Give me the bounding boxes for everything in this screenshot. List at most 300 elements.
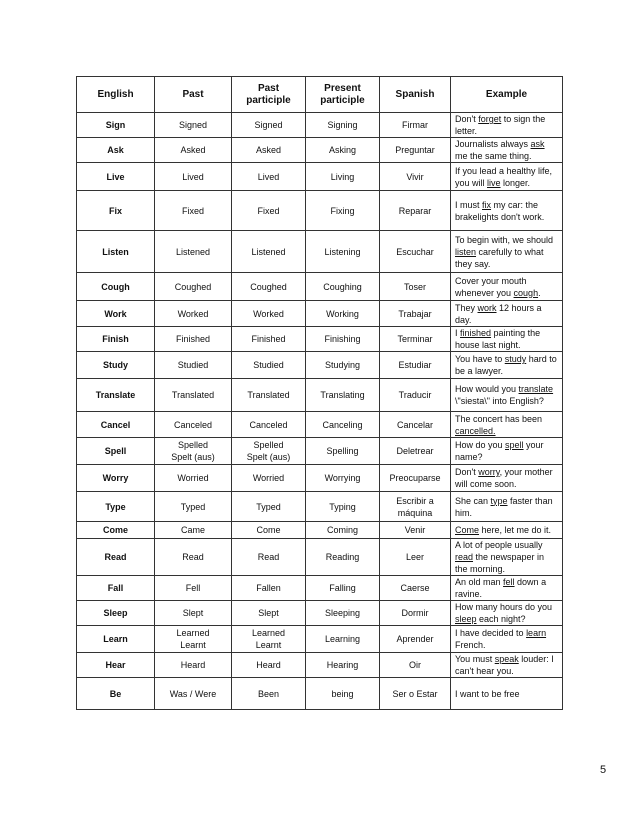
- example-text: to sign the letter.: [455, 114, 546, 136]
- example-highlight-word: forget: [478, 114, 502, 124]
- table-row: [77, 678, 563, 710]
- cell-past: [155, 678, 232, 710]
- cell-english: [77, 352, 155, 379]
- cell-english: [77, 191, 155, 231]
- header-present-participle: Present participle: [306, 77, 380, 113]
- example-text: the newspaper in the morning.: [455, 552, 545, 574]
- table-row: [77, 379, 563, 412]
- cell-example: [451, 352, 563, 379]
- cell-past-text: Came: [180, 525, 205, 535]
- cell-past: [155, 653, 232, 678]
- cell-spanish: [380, 231, 451, 273]
- example-highlight-word: fix: [482, 199, 492, 210]
- cell-spanish: [380, 191, 451, 231]
- cell-past-participle-text: Learnt: [255, 640, 282, 650]
- example-text: each night?: [476, 614, 526, 624]
- cell-present-participle: [306, 273, 380, 301]
- cell-present-participle-text: Studying: [324, 360, 361, 370]
- cell-english-text: Finish: [102, 334, 129, 344]
- header-example: Example: [451, 77, 563, 113]
- cell-past-participle: [232, 352, 306, 379]
- example-text: French.: [455, 640, 486, 650]
- example-highlight-word: learn: [526, 628, 547, 638]
- cell-past-participle-text: Lived: [257, 171, 280, 182]
- example-text: me the same thing.: [455, 151, 532, 161]
- cell-past-participle-text: Come: [256, 525, 281, 535]
- cell-english-text: Read: [104, 552, 127, 562]
- cell-past-text: Lived: [182, 171, 204, 182]
- cell-example: [451, 492, 563, 522]
- example-text: If you lead a healthy life, you will: [455, 165, 553, 188]
- example-text: How many hours do you: [455, 602, 553, 612]
- cell-past-text: Read: [182, 552, 204, 562]
- cell-spanish: [380, 352, 451, 379]
- table-row: [77, 653, 563, 678]
- cell-example: [451, 653, 563, 678]
- cell-present-participle-text: Fixing: [330, 205, 355, 216]
- example-text: To begin with, we should: [455, 234, 554, 245]
- cell-english-text: Type: [105, 501, 126, 512]
- cell-present-participle-text: Sleeping: [324, 608, 361, 618]
- cell-past-participle: [232, 327, 306, 352]
- example-text: They: [455, 302, 478, 313]
- cell-english-text: Study: [102, 360, 128, 370]
- cell-spanish: [380, 412, 451, 438]
- cell-present-participle-text: Living: [330, 171, 355, 182]
- cell-spanish: [380, 601, 451, 626]
- cell-past-text: Canceled: [173, 419, 213, 430]
- cell-past-participle: [232, 539, 306, 576]
- cell-present-participle-text: Learning: [324, 634, 361, 644]
- cell-past-participle-text: Spelt (aus): [246, 452, 291, 462]
- cell-english: [77, 412, 155, 438]
- cell-present-participle: [306, 626, 380, 653]
- cell-english-text: Fix: [108, 205, 122, 216]
- example-text: \"siesta\" into English?: [455, 396, 544, 406]
- cell-past-participle: [232, 601, 306, 626]
- cell-present-participle: [306, 576, 380, 601]
- cell-present-participle-text: Signing: [327, 120, 358, 130]
- cell-present-participle: [306, 492, 380, 522]
- cell-past: [155, 492, 232, 522]
- cell-present-participle: [306, 539, 380, 576]
- example-text: I have decided to: [455, 628, 527, 638]
- example-text: I want to be free: [455, 688, 520, 699]
- cell-spanish: [380, 438, 451, 465]
- cell-present-participle: [306, 653, 380, 678]
- cell-example: [451, 678, 563, 710]
- cell-present-participle-text: Asking: [328, 145, 356, 155]
- example-text: Journalists always: [455, 139, 531, 149]
- cell-past-participle-text: Finished: [251, 334, 286, 344]
- example-text: .: [538, 287, 541, 298]
- example-highlight-word: study: [504, 354, 527, 364]
- cell-spanish-text: Trabajar: [398, 308, 432, 319]
- cell-past-participle: [232, 492, 306, 522]
- cell-english: [77, 539, 155, 576]
- cell-present-participle: [306, 438, 380, 465]
- cell-past-participle-text: Fixed: [257, 205, 280, 216]
- cell-past-participle-text: Listened: [251, 246, 286, 257]
- cell-spanish-text: Terminar: [397, 334, 433, 344]
- page-number: 5: [600, 764, 607, 776]
- cell-spanish-text: Estudiar: [398, 360, 432, 370]
- cell-past-participle: [232, 412, 306, 438]
- cell-english: [77, 522, 155, 539]
- cell-spanish-text: Firmar: [402, 120, 428, 130]
- cell-present-participle: [306, 231, 380, 273]
- header-english: English: [77, 77, 155, 113]
- table-row: [77, 273, 563, 301]
- cell-present-participle: [306, 138, 380, 163]
- cell-past: [155, 626, 232, 653]
- cell-past: [155, 539, 232, 576]
- example-text: longer.: [500, 177, 531, 188]
- cell-spanish-text: Preguntar: [395, 145, 435, 155]
- cell-past-text: Coughed: [174, 281, 212, 292]
- cell-english: [77, 273, 155, 301]
- cell-past-text: Learnt: [180, 640, 206, 650]
- cell-past-participle: [232, 138, 306, 163]
- cell-spanish-text: Traducir: [398, 390, 432, 400]
- cell-present-participle: [306, 327, 380, 352]
- cell-past-text: Slept: [182, 608, 204, 618]
- cell-spanish: [380, 301, 451, 327]
- cell-spanish-text: Venir: [404, 525, 426, 535]
- table-row: [77, 113, 563, 138]
- cell-english-text: Sleep: [103, 608, 128, 618]
- cell-english: [77, 301, 155, 327]
- cell-english-text: Work: [104, 308, 127, 319]
- cell-past: [155, 273, 232, 301]
- cell-past-participle: [232, 301, 306, 327]
- cell-past-participle: [232, 191, 306, 231]
- table-row: [77, 576, 563, 601]
- cell-present-participle-text: Worrying: [324, 473, 361, 483]
- cell-past-text: Signed: [178, 120, 208, 130]
- cell-past-participle: [232, 113, 306, 138]
- cell-past: [155, 163, 232, 191]
- cell-english-text: Come: [102, 525, 128, 535]
- cell-english-text: Listen: [102, 246, 129, 257]
- cell-past-participle-text: Fallen: [256, 583, 281, 593]
- example-text: faster than him.: [455, 495, 553, 518]
- cell-past-participle: [232, 163, 306, 191]
- cell-spanish-text: Deletrear: [396, 446, 434, 456]
- example-text: my car: the brakelights don't work.: [455, 199, 545, 222]
- cell-example: [451, 522, 563, 539]
- cell-spanish-text: Vivir: [406, 171, 424, 182]
- cell-english-text: Spell: [104, 446, 127, 456]
- example-highlight-word: Come: [455, 525, 480, 535]
- example-highlight-word: fell: [503, 577, 515, 587]
- cell-example: [451, 273, 563, 301]
- cell-english: [77, 163, 155, 191]
- cell-spanish-text: Reparar: [398, 205, 432, 216]
- cell-present-participle-text: Finishing: [324, 334, 361, 344]
- table-row: [77, 522, 563, 539]
- cell-present-participle: [306, 163, 380, 191]
- example-text: down a ravine.: [455, 577, 547, 599]
- cell-english: [77, 138, 155, 163]
- cell-past: [155, 191, 232, 231]
- cell-spanish: [380, 163, 451, 191]
- cell-spanish: [380, 626, 451, 653]
- example-highlight-word: live: [487, 177, 501, 188]
- table-row: [77, 163, 563, 191]
- cell-spanish: [380, 327, 451, 352]
- example-text: Don't: [455, 114, 479, 124]
- cell-present-participle-text: Canceling: [322, 419, 363, 430]
- cell-english: [77, 231, 155, 273]
- example-text: louder: I can't hear you.: [455, 654, 554, 676]
- cell-past-participle-text: Signed: [254, 120, 283, 130]
- example-highlight-word: cancelled.: [455, 425, 496, 436]
- cell-present-participle-text: Spelling: [326, 446, 359, 456]
- cell-english-text: Translate: [95, 390, 136, 400]
- cell-english-text: Live: [106, 171, 125, 182]
- cell-present-participle: [306, 601, 380, 626]
- cell-english: [77, 576, 155, 601]
- table-row: [77, 138, 563, 163]
- cell-spanish-text: Escribir a: [396, 495, 434, 506]
- cell-past-participle: [232, 231, 306, 273]
- cell-english-text: Be: [109, 688, 122, 699]
- cell-past-participle: [232, 522, 306, 539]
- cell-past-participle-text: Spelled: [253, 440, 284, 450]
- table-row: [77, 465, 563, 492]
- cell-past-participle: [232, 576, 306, 601]
- cell-present-participle: [306, 113, 380, 138]
- example-text: , your mother will come soon.: [455, 467, 553, 489]
- cell-past: [155, 379, 232, 412]
- example-text: hard to be a lawyer.: [455, 354, 557, 376]
- example-highlight-word: translate: [518, 384, 554, 394]
- cell-english-text: Cough: [101, 281, 130, 292]
- cell-past-participle-text: Canceled: [249, 419, 288, 430]
- cell-example: [451, 191, 563, 231]
- table-row: [77, 231, 563, 273]
- table-row: [77, 438, 563, 465]
- cell-past-text: Spelled: [177, 440, 209, 450]
- cell-past-text: Fell: [185, 583, 201, 593]
- cell-example: [451, 412, 563, 438]
- cell-english: [77, 492, 155, 522]
- cell-past: [155, 601, 232, 626]
- cell-example: [451, 601, 563, 626]
- example-text: I: [455, 328, 461, 338]
- header-row: [77, 77, 563, 113]
- cell-past: [155, 522, 232, 539]
- cell-spanish-text: Dormir: [401, 608, 429, 618]
- example-text: here, let me do it.: [479, 525, 552, 535]
- table-row: [77, 327, 563, 352]
- cell-past-participle: [232, 678, 306, 710]
- cell-example: [451, 438, 563, 465]
- cell-present-participle: [306, 678, 380, 710]
- cell-spanish-text: Aprender: [396, 634, 434, 644]
- cell-present-participle: [306, 301, 380, 327]
- cell-english: [77, 653, 155, 678]
- cell-example: [451, 231, 563, 273]
- cell-past-text: Finished: [175, 334, 211, 344]
- cell-past-participle-text: Translated: [247, 390, 290, 400]
- table-row: [77, 539, 563, 576]
- cell-spanish-text: Ser o Estar: [392, 688, 438, 699]
- cell-past-text: Learned: [176, 628, 210, 638]
- cell-present-participle-text: Coughing: [323, 281, 362, 292]
- cell-past: [155, 412, 232, 438]
- cell-past-text: Typed: [180, 501, 206, 512]
- cell-present-participle-text: Typing: [329, 501, 356, 512]
- cell-past-participle: [232, 379, 306, 412]
- cell-example: [451, 539, 563, 576]
- cell-spanish: [380, 492, 451, 522]
- cell-example: [451, 163, 563, 191]
- cell-present-participle: [306, 522, 380, 539]
- cell-spanish-text: Preocuparse: [389, 473, 441, 483]
- cell-spanish: [380, 576, 451, 601]
- cell-present-participle-text: Listening: [324, 246, 361, 257]
- cell-past-participle-text: Typed: [256, 501, 281, 512]
- cell-past-text: Studied: [177, 360, 209, 370]
- cell-past: [155, 301, 232, 327]
- cell-spanish: [380, 113, 451, 138]
- cell-past-participle-text: Studied: [253, 360, 284, 370]
- cell-example: [451, 576, 563, 601]
- cell-example: [451, 465, 563, 492]
- table-row: [77, 492, 563, 522]
- cell-spanish: [380, 653, 451, 678]
- example-text: carefully to what they say.: [455, 246, 544, 269]
- cell-spanish-text: Escuchar: [396, 246, 434, 257]
- table-row: [77, 412, 563, 438]
- cell-english-text: Hear: [105, 660, 126, 670]
- example-highlight-word: sleep: [455, 614, 477, 624]
- example-highlight-word: cough: [513, 287, 539, 298]
- cell-present-participle: [306, 465, 380, 492]
- cell-past-text: Worked: [177, 308, 209, 319]
- cell-past-participle-text: Worried: [252, 473, 285, 483]
- cell-past: [155, 327, 232, 352]
- example-text: I must: [455, 199, 483, 210]
- table-row: [77, 601, 563, 626]
- cell-english: [77, 327, 155, 352]
- header-past-participle: Past participle: [232, 77, 306, 113]
- cell-present-participle: [306, 191, 380, 231]
- cell-present-participle-text: Coming: [326, 525, 358, 535]
- cell-english: [77, 601, 155, 626]
- cell-past: [155, 352, 232, 379]
- header-past: Past: [155, 77, 232, 113]
- cell-spanish: [380, 522, 451, 539]
- cell-spanish: [380, 138, 451, 163]
- table-row: [77, 352, 563, 379]
- cell-present-participle-text: Falling: [329, 583, 356, 593]
- example-text: Don't: [455, 467, 479, 477]
- cell-english-text: Fall: [107, 583, 124, 593]
- example-text: An old man: [455, 577, 504, 587]
- example-text: 12 hours a day.: [455, 302, 542, 325]
- example-text: Cover your mouth whenever you: [455, 275, 527, 298]
- cell-past: [155, 231, 232, 273]
- cell-english: [77, 438, 155, 465]
- cell-past: [155, 438, 232, 465]
- example-text: A lot of people usually: [455, 540, 543, 550]
- cell-past-text: Heard: [180, 660, 206, 670]
- cell-english: [77, 678, 155, 710]
- cell-spanish-text: Oir: [409, 660, 421, 670]
- example-highlight-word: finished: [460, 328, 492, 338]
- cell-present-participle: [306, 379, 380, 412]
- cell-english: [77, 465, 155, 492]
- cell-past-participle: [232, 465, 306, 492]
- cell-spanish: [380, 273, 451, 301]
- table-row: [77, 626, 563, 653]
- cell-past-text: Was / Were: [169, 688, 217, 699]
- cell-past-participle-text: Learned: [251, 628, 286, 638]
- example-highlight-word: speak: [494, 654, 519, 664]
- example-text: You must: [455, 654, 495, 664]
- cell-present-participle-text: Reading: [325, 552, 360, 562]
- cell-past-participle-text: Asked: [255, 145, 281, 155]
- table-row: [77, 191, 563, 231]
- cell-english: [77, 113, 155, 138]
- cell-present-participle: [306, 352, 380, 379]
- verb-table: [76, 76, 563, 710]
- cell-past-participle-text: Been: [257, 688, 280, 699]
- cell-past-text: Worried: [177, 473, 209, 483]
- cell-spanish: [380, 465, 451, 492]
- cell-present-participle-text: Translating: [320, 390, 365, 400]
- example-text: The concert has been: [455, 413, 543, 424]
- cell-example: [451, 301, 563, 327]
- cell-past: [155, 138, 232, 163]
- example-text: How would you: [455, 384, 519, 394]
- table-body: [77, 113, 563, 710]
- cell-past-text: Translated: [171, 390, 215, 400]
- header-spanish: Spanish: [380, 77, 451, 113]
- cell-past-participle: [232, 626, 306, 653]
- cell-past-participle-text: Heard: [256, 660, 281, 670]
- cell-english-text: Sign: [105, 120, 126, 130]
- example-highlight-word: listen: [455, 246, 477, 257]
- cell-example: [451, 138, 563, 163]
- cell-past-text: Asked: [180, 145, 206, 155]
- example-text: painting the house last night.: [455, 328, 541, 350]
- cell-spanish-text: Cancelar: [396, 419, 434, 430]
- cell-spanish-text: Leer: [405, 552, 424, 562]
- cell-english-text: Learn: [103, 634, 128, 644]
- example-highlight-word: read: [455, 552, 474, 562]
- cell-past-participle-text: Worked: [253, 308, 284, 319]
- cell-spanish-text: Caerse: [400, 583, 430, 593]
- cell-example: [451, 626, 563, 653]
- example-highlight-word: type: [490, 495, 508, 506]
- cell-past: [155, 113, 232, 138]
- cell-past-text: Listened: [175, 246, 211, 257]
- cell-past-participle: [232, 653, 306, 678]
- cell-spanish: [380, 379, 451, 412]
- cell-past-participle-text: Coughed: [250, 281, 287, 292]
- cell-example: [451, 113, 563, 138]
- cell-english-text: Ask: [107, 145, 124, 155]
- table-row: [77, 301, 563, 327]
- cell-spanish: [380, 539, 451, 576]
- cell-past-participle-text: Read: [257, 552, 280, 562]
- cell-past-participle: [232, 273, 306, 301]
- example-highlight-word: ask: [530, 139, 545, 149]
